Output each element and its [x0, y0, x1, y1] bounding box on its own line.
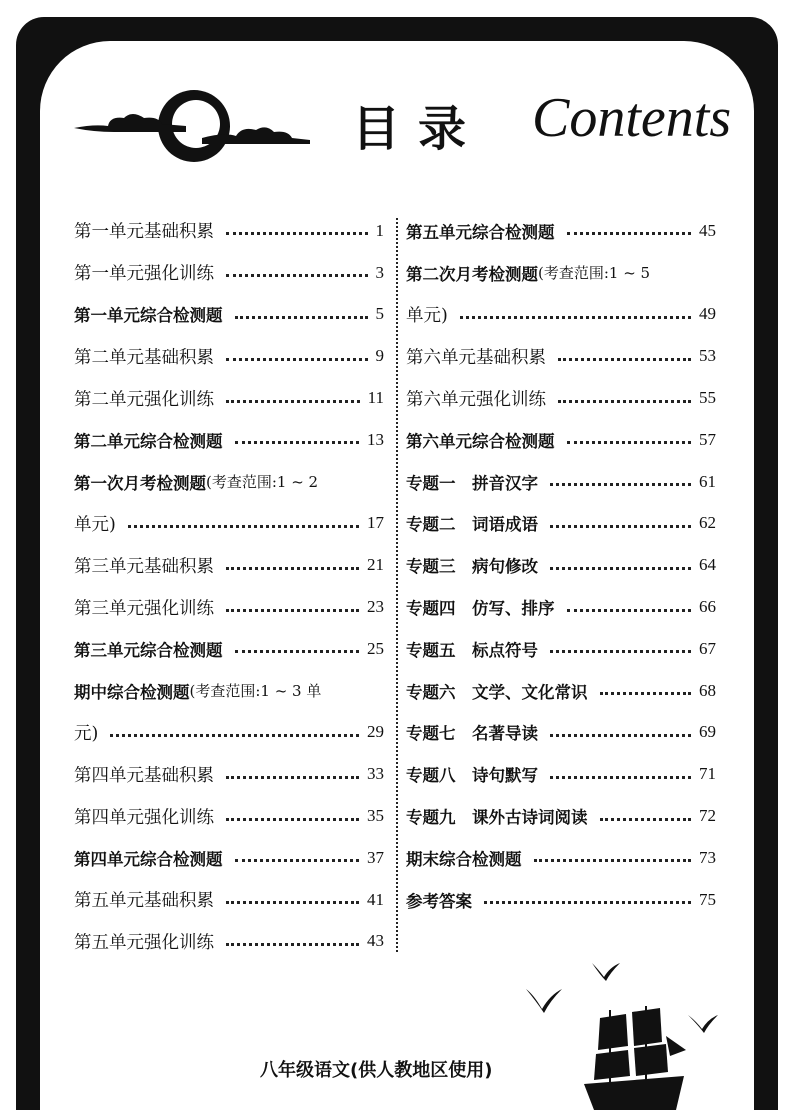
dot-leader — [558, 400, 691, 403]
toc-entry-title: 专题四 仿写、排序 — [406, 599, 555, 619]
seagull-icon — [688, 1015, 718, 1033]
toc-entry-title: 专题三 病句修改 — [406, 557, 538, 577]
dot-leader — [460, 316, 691, 319]
toc-entry — [406, 879, 716, 921]
toc-page-number: 29 — [367, 722, 384, 742]
dot-leader — [235, 859, 360, 862]
toc-entry-title: 第五单元综合检测题 — [406, 222, 555, 242]
dot-leader — [567, 441, 692, 444]
toc-entry — [74, 461, 384, 503]
toc-entry-title: 第四单元强化训练 — [74, 807, 214, 828]
toc-entry — [74, 544, 384, 586]
toc-page-number: 17 — [367, 513, 384, 533]
toc-entry-title: 第二次月考检测题 — [406, 264, 538, 284]
toc-entry — [74, 586, 384, 628]
toc-entry — [406, 419, 716, 461]
toc-page-number: 53 — [699, 346, 716, 366]
toc-entry — [74, 712, 384, 754]
toc-entry-title: 专题七 名著导读 — [406, 724, 538, 744]
toc-entry-title: 元) — [74, 723, 99, 744]
toc-entry — [74, 753, 384, 795]
toc-entry-title: 第六单元基础积累 — [406, 347, 546, 368]
toc-entry-title: 参考答案 — [406, 891, 472, 911]
toc-entry-title: 第五单元强化训练 — [74, 932, 214, 953]
toc-entry-title: 专题八 诗句默写 — [406, 766, 538, 786]
toc-entry-title: 第六单元强化训练 — [406, 389, 546, 410]
toc-entry — [406, 503, 716, 545]
toc-entry — [74, 377, 384, 419]
toc-entry-title: 第一单元强化训练 — [74, 264, 214, 285]
dot-leader — [128, 525, 359, 528]
toc-entry — [74, 921, 384, 963]
toc-column-left — [74, 210, 384, 962]
dot-leader — [226, 609, 359, 612]
toc-page-number: 71 — [699, 764, 716, 784]
toc-page-number: 21 — [367, 555, 384, 575]
dot-leader — [235, 650, 360, 653]
toc-entry-title: 第二单元强化训练 — [74, 389, 214, 410]
dot-leader — [550, 483, 691, 486]
toc-page-number: 37 — [367, 847, 384, 867]
footer-caption: 八年级语文(供人教地区使用) — [260, 1060, 493, 1081]
toc-page-number: 43 — [367, 931, 384, 951]
toc-entry — [406, 252, 716, 294]
dot-leader — [226, 567, 359, 570]
dot-leader — [550, 776, 691, 779]
toc-entry-range: (考查范围:1 ~ 5 — [538, 264, 651, 283]
toc-entry — [74, 670, 384, 712]
toc-entry — [406, 837, 716, 879]
toc-entry — [74, 837, 384, 879]
toc-entry — [74, 795, 384, 837]
dot-leader — [226, 274, 368, 277]
toc-entry — [406, 712, 716, 754]
dot-leader — [226, 818, 359, 821]
moon-cloud-icon — [74, 86, 314, 166]
toc-entry-range: (考查范围:1 ~ 3 单 — [189, 682, 322, 701]
toc-entry — [74, 335, 384, 377]
toc-entry — [406, 294, 716, 336]
toc-entry-title: 第二单元综合检测题 — [74, 431, 223, 451]
seagull-icon — [526, 989, 562, 1013]
toc-entry-title: 专题一 拼音汉字 — [406, 473, 538, 493]
dot-leader — [235, 316, 368, 319]
dot-leader — [600, 818, 692, 821]
toc-page-number: 5 — [375, 304, 384, 324]
dot-leader — [534, 859, 692, 862]
dot-leader — [550, 567, 691, 570]
toc-entry — [74, 252, 384, 294]
toc-page-number: 49 — [699, 304, 716, 324]
toc-entry-title: 第三单元基础积累 — [74, 556, 214, 577]
toc-entry — [406, 753, 716, 795]
toc-entry — [406, 670, 716, 712]
dot-leader — [235, 441, 360, 444]
dot-leader — [550, 650, 691, 653]
toc-page-number: 33 — [367, 764, 384, 784]
toc-page-number: 3 — [375, 262, 384, 282]
toc-entry — [74, 879, 384, 921]
sailing-ship-icon — [580, 1006, 690, 1110]
toc-page-number: 57 — [699, 429, 716, 449]
dot-leader — [226, 358, 368, 361]
toc-entry — [74, 419, 384, 461]
toc-column-right — [406, 210, 716, 921]
column-divider — [396, 218, 398, 952]
toc-entry — [74, 503, 384, 545]
toc-page-number: 69 — [699, 722, 716, 742]
toc-page-number: 35 — [367, 806, 384, 826]
toc-page-number: 75 — [699, 889, 716, 909]
toc-page-number: 45 — [699, 220, 716, 240]
toc-page-number: 61 — [699, 471, 716, 491]
dot-leader — [226, 943, 359, 946]
toc-entry — [406, 461, 716, 503]
toc-entry — [406, 544, 716, 586]
toc-entry-range: (考查范围:1 ~ 2 — [206, 473, 319, 492]
toc-entry — [74, 210, 384, 252]
dot-leader — [567, 609, 692, 612]
toc-entry — [74, 628, 384, 670]
toc-entry-title: 专题二 词语成语 — [406, 515, 538, 535]
toc-page-number: 67 — [699, 638, 716, 658]
dot-leader — [550, 734, 691, 737]
dot-leader — [550, 525, 691, 528]
dot-leader — [558, 358, 691, 361]
toc-entry — [406, 377, 716, 419]
toc-page-number: 73 — [699, 847, 716, 867]
toc-page-number: 11 — [367, 388, 384, 408]
seagull-icon — [592, 963, 620, 981]
toc-entry-title: 专题五 标点符号 — [406, 640, 538, 660]
toc-page-number: 68 — [699, 680, 716, 700]
toc-entry-title: 单元) — [406, 305, 448, 326]
toc-entry — [406, 586, 716, 628]
toc-page-number: 64 — [699, 555, 716, 575]
toc-entry-title: 期末综合检测题 — [406, 849, 522, 869]
toc-entry — [406, 210, 716, 252]
toc-entry-title: 第五单元基础积累 — [74, 891, 214, 912]
dot-leader — [226, 901, 359, 904]
dot-leader — [567, 232, 692, 235]
toc-page-number: 55 — [699, 388, 716, 408]
toc-page-number: 66 — [699, 597, 716, 617]
toc-entry-title: 第四单元基础积累 — [74, 765, 214, 786]
page-title-english: Contents — [532, 87, 732, 149]
page-title: 目录 — [352, 101, 485, 157]
dot-leader — [226, 232, 368, 235]
dot-leader — [226, 400, 360, 403]
toc-page-number: 72 — [699, 806, 716, 826]
dot-leader — [226, 776, 359, 779]
toc-page-number: 23 — [367, 597, 384, 617]
toc-page-number: 25 — [367, 638, 384, 658]
toc-entry-title: 第四单元综合检测题 — [74, 849, 223, 869]
toc-entry-title: 专题六 文学、文化常识 — [406, 682, 588, 702]
toc-entry-title: 单元) — [74, 514, 116, 535]
toc-entry — [406, 795, 716, 837]
toc-entry-title: 期中综合检测题 — [74, 682, 190, 702]
toc-entry — [406, 335, 716, 377]
toc-entry — [74, 294, 384, 336]
toc-entry-title: 第一单元综合检测题 — [74, 306, 223, 326]
toc-entry-title: 第三单元综合检测题 — [74, 640, 223, 660]
toc-entry-title: 第六单元综合检测题 — [406, 431, 555, 451]
toc-page-number: 62 — [699, 513, 716, 533]
toc-entry-title: 第一单元基础积累 — [74, 222, 214, 243]
toc-page-number: 1 — [375, 220, 384, 240]
dot-leader — [600, 692, 692, 695]
toc-entry-title: 第二单元基础积累 — [74, 347, 214, 368]
toc-page-number: 41 — [367, 889, 384, 909]
dot-leader — [110, 734, 359, 737]
dot-leader — [484, 901, 691, 904]
toc-page-number: 13 — [367, 429, 384, 449]
toc-entry-title: 第三单元强化训练 — [74, 598, 214, 619]
toc-entry-title: 第一次月考检测题 — [74, 473, 206, 493]
toc-entry-title: 专题九 课外古诗词阅读 — [406, 808, 588, 828]
toc-entry — [406, 628, 716, 670]
toc-page-number: 9 — [375, 346, 384, 366]
